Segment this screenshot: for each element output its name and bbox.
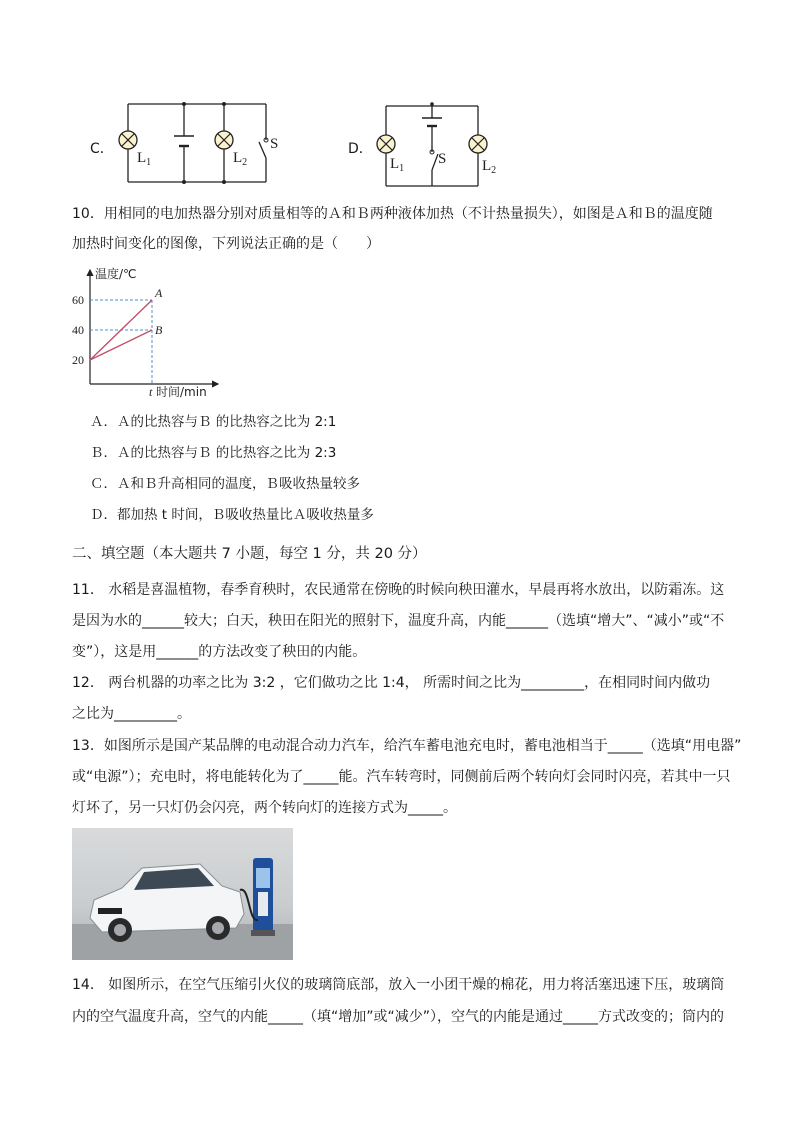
- lamp-l1-icon: [377, 135, 395, 153]
- q12-line2: 之比为_________。: [72, 706, 191, 722]
- lamp-l2-icon: [215, 131, 233, 149]
- switch-s-label: S: [438, 151, 447, 167]
- circuit-c-diagram: [108, 96, 278, 196]
- q13-line3: 灯坏了，另一只灯仍会闪亮，两个转向灯的连接方式为_____。: [72, 800, 457, 816]
- lamp-l2-icon: [469, 135, 487, 153]
- circuit-d-option-label: D．: [348, 141, 373, 157]
- q10-option-d: Ｄ．都加热 t 时间，Ｂ吸收热量比Ａ吸收热量多: [90, 507, 374, 523]
- x-axis-label: 时间/min: [156, 385, 207, 399]
- y-tick-40: 40: [72, 323, 84, 337]
- svg-text:L2: $L_2$: [233, 150, 248, 168]
- q14-line1: 14． 如图所示，在空气压缩引火仪的玻璃筒底部，放入一小团干燥的棉花，用力将活塞迅速下压，玻璃筒: [72, 977, 725, 993]
- circuit-d-diagram: [370, 100, 510, 192]
- q14-line2: 内的空气温度升高，空气的内能_____（填“增加”或“减少”），空气的内能是通过_____方式改变的；筒内的: [72, 1009, 725, 1025]
- q10-option-b: Ｂ．Ａ的比热容与Ｂ 的比热容之比为 2:3: [90, 445, 337, 461]
- charging-station-icon: [251, 858, 275, 936]
- y-tick-20: 20: [72, 353, 84, 367]
- temperature-time-chart: [68, 264, 228, 404]
- car-icon: [90, 864, 244, 942]
- series-label-A: A: [155, 286, 163, 300]
- q10-stem-line1: 10．用相同的电加热器分别对质量相等的Ａ和Ｂ两种液体加热（不计热量损失），如图是Ａ和Ｂ的温度随: [72, 206, 713, 222]
- lamp-l1-icon: [119, 131, 137, 149]
- y-axis-label: 温度/℃: [95, 267, 137, 281]
- switch-s-label: S: [270, 136, 278, 152]
- svg-text:L1: $L_1$: [390, 156, 405, 174]
- series-label-B: B: [155, 323, 163, 337]
- series-line-B: [90, 330, 152, 360]
- electric-car-photo: [72, 828, 293, 960]
- q10-option-a: Ａ．Ａ的比热容与Ｂ 的比热容之比为 2:1: [90, 414, 337, 430]
- section-heading-fill-in: 二、填空题（本大题共 7 小题，每空 1 分，共 20 分）: [72, 546, 427, 562]
- y-tick-60: 60: [72, 293, 84, 307]
- q12-line1: 12． 两台机器的功率之比为 3:2 ，它们做功之比 1:4， 所需时间之比为_________，在相同时间内做功: [72, 675, 711, 691]
- q13-line1: 13．如图所示是国产某品牌的电动混合动力汽车，给汽车蓄电池充电时，蓄电池相当于_____（选填“用电器”: [72, 738, 742, 754]
- q13-line2: 或“电源”）；充电时，将电能转化为了_____能。汽车转弯时，同侧前后两个转向灯会同时闪亮，若其中一只: [72, 769, 731, 785]
- q10-stem-line2: 加热时间变化的图像，下列说法正确的是（ ）: [72, 236, 380, 252]
- q11-line3: 变”），这是用______的方法改变了秧田的内能。: [72, 644, 367, 660]
- svg-text:L2: $L_2$: [482, 158, 497, 176]
- q10-option-c: Ｃ．Ａ和Ｂ升高相同的温度，Ｂ吸收热量较多: [90, 476, 360, 492]
- q11-line1: 11． 水稻是喜温植物，春季育秧时，农民通常在傍晚的时候向秧田灌水，早晨再将水放出，以防霜冻。这: [72, 582, 725, 598]
- x-tick-t: t: [149, 385, 153, 399]
- q11-line2: 是因为水的______较大；白天，秧田在阳光的照射下，温度升高，内能______（选填“增大”、“减小”或“不: [72, 613, 725, 629]
- circuit-c-option-label: C．: [90, 141, 114, 157]
- svg-text:L1: $L_1$: [137, 150, 152, 168]
